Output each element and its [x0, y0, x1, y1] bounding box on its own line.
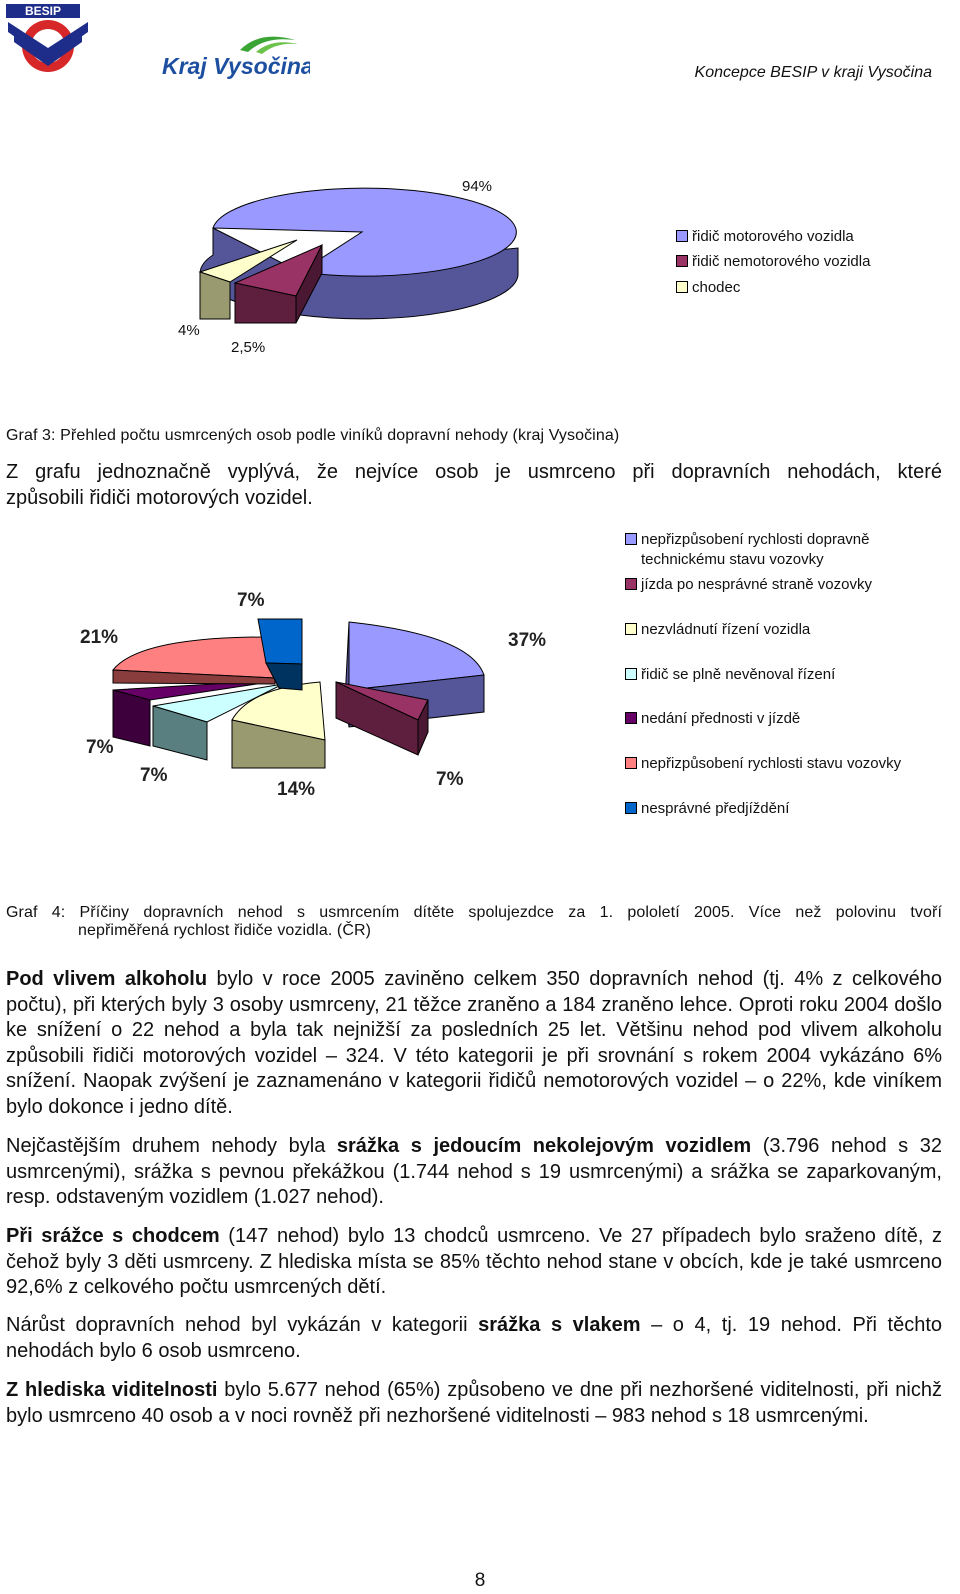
chart4-legend-item: řidič se plně nevěnoval řízení — [625, 666, 835, 684]
paragraph-visibility-bold: Z hlediska viditelnosti — [6, 1379, 218, 1401]
chart3-caption: Graf 3: Přehled počtu usmrcených osob podle viníků dopravní nehody (kraj Vysočina) — [6, 427, 620, 444]
chart4-legend-item: nepřizpůsobení rychlosti dopravně — [625, 531, 869, 549]
paragraph-1-line-1: Z grafu jednoznačně vyplývá, že nejvíce osob je usmrceno při dopravních nehodách, které — [6, 461, 942, 483]
paragraph-collision-bold: srážka s jedoucím nekolejovým vozidlem — [336, 1135, 752, 1157]
paragraph-1 — [6, 460, 942, 511]
chart3-label-a: 94% — [462, 178, 493, 195]
chart4-label-g: 7% — [237, 590, 265, 611]
chart4-legend-item: nepřizpůsobení rychlosti stavu vozovky — [625, 755, 901, 773]
chart4-label-b: 7% — [436, 769, 464, 790]
chart4-label-c: 14% — [277, 779, 316, 800]
chart3-legend-item: řidič nemotorového vozidla — [676, 253, 870, 271]
paragraph-alcohol-text: bylo v roce 2005 zaviněno celkem 350 dopravních nehod (tj. 4% z celkového počtu), při kterých byly 3 osoby usmrceny, 21 těžce zraněno a 184 zraněno lehce. Oproti roku 2004 došlo ke snížení o 22 nehod a byla tak nejnižší za posledních 25 let. Většinu nehod pod vlivem alkoholu způsobili řidiči motorových vozidel – 324. V této kategorii je při srovnání s rokem 2004 vykázáno 6% snížení. Naopak zvýšení je zaznamenáno v kategorii řidičů nemotorových vozidel – o 22%, kde viníkem bylo dokonce i jedno dítě. — [6, 968, 942, 1118]
paragraph-visibility — [6, 1378, 942, 1429]
kraj-vysocina-logo-text: Kraj Vysočina — [162, 53, 310, 79]
paragraph-pedestrian — [6, 1224, 942, 1301]
chart4-caption-line-2: nepřiměřená rychlost řidiče vozidla. (ČR) — [78, 922, 372, 939]
paragraph-pedestrian-text: (147 nehod) bylo 13 chodců usmrceno. Ve 27 případech bylo sraženo dítě, z čehož byly 3 děti usmrceny. Z hlediska místa se 85% těchto nehod stane v obcích, kde je také usmrceno 92,6% z celkového počtu usmrcených dětí. — [6, 1225, 942, 1298]
chart3-legend-item: řidič motorového vozidla — [676, 228, 854, 246]
paragraph-1-line-2: způsobili řidiči motorových vozidel. — [6, 486, 313, 509]
chart3-pie — [0, 170, 560, 370]
chart3-label-b: 4% — [178, 322, 200, 339]
chart4-label-a: 37% — [508, 630, 547, 651]
paragraph-train-text: – o 4, tj. 19 nehod. Při těchto nehodách bylo 6 osob usmrceno. — [6, 1314, 943, 1362]
chart4-legend-item: nedání přednosti v jízdě — [625, 710, 800, 728]
chart4-label-d: 7% — [140, 765, 168, 786]
paragraph-pedestrian-bold: Při srážce s chodcem — [6, 1225, 220, 1247]
besip-logo — [4, 2, 88, 76]
chart3-legend-item: chodec — [676, 279, 740, 297]
chart4-legend-item-cont: technickému stavu vozovky — [641, 551, 824, 568]
besip-logo-text: BESIP — [24, 4, 62, 18]
chart4-legend-item: nezvládnutí řízení vozidla — [625, 621, 810, 639]
paragraph-train-bold: srážka s vlakem — [478, 1314, 641, 1336]
paragraph-collision-intro: Nejčastějším druhem nehody byla — [6, 1135, 337, 1157]
chart4-label-e: 7% — [86, 737, 114, 758]
chart4-slice-nespravne-predjizdeni — [258, 619, 302, 664]
paragraph-collision-text: (3.796 nehod s 32 usmrcenými), srážka s pevnou překážkou (1.744 nehod s 19 usmrcenými) a srážka se zaparkovaným, resp. odstaveným vozidlem (1.027 nehod). — [6, 1135, 942, 1208]
document-title: Koncepce BESIP v kraji Vysočina — [694, 64, 932, 81]
chart4-legend-item: jízda po nesprávné straně vozovky — [625, 576, 872, 594]
chart3-label-c: 2,5% — [231, 339, 266, 356]
page-number: 8 — [474, 1570, 486, 1591]
chart4-label-f: 21% — [80, 627, 119, 648]
paragraph-train-intro: Nárůst dopravních nehod byl vykázán v kategorii — [6, 1314, 479, 1336]
chart4-legend-item: nesprávné předjíždění — [625, 800, 789, 818]
chart4-caption — [6, 904, 942, 940]
paragraph-collision-types — [6, 1134, 942, 1211]
chart4-caption-line-1: Graf 4: Příčiny dopravních nehod s usmrcením dítěte spolujezdce za 1. pololetí 2005. Více než polovinu tvoří — [6, 904, 942, 921]
paragraph-alcohol — [6, 967, 942, 1120]
paragraph-visibility-text: bylo 5.677 nehod (65%) způsobeno ve dne při nezhoršené viditelnosti, při nichž bylo usmrceno 40 osob a v noci rovněž při nezhoršené viditelnosti – 983 nehod s 18 usmrcenými. — [6, 1379, 942, 1427]
paragraph-train — [6, 1313, 942, 1364]
paragraph-alcohol-bold: Pod vlivem alkoholu — [6, 968, 208, 990]
kraj-vysocina-logo — [160, 30, 310, 80]
